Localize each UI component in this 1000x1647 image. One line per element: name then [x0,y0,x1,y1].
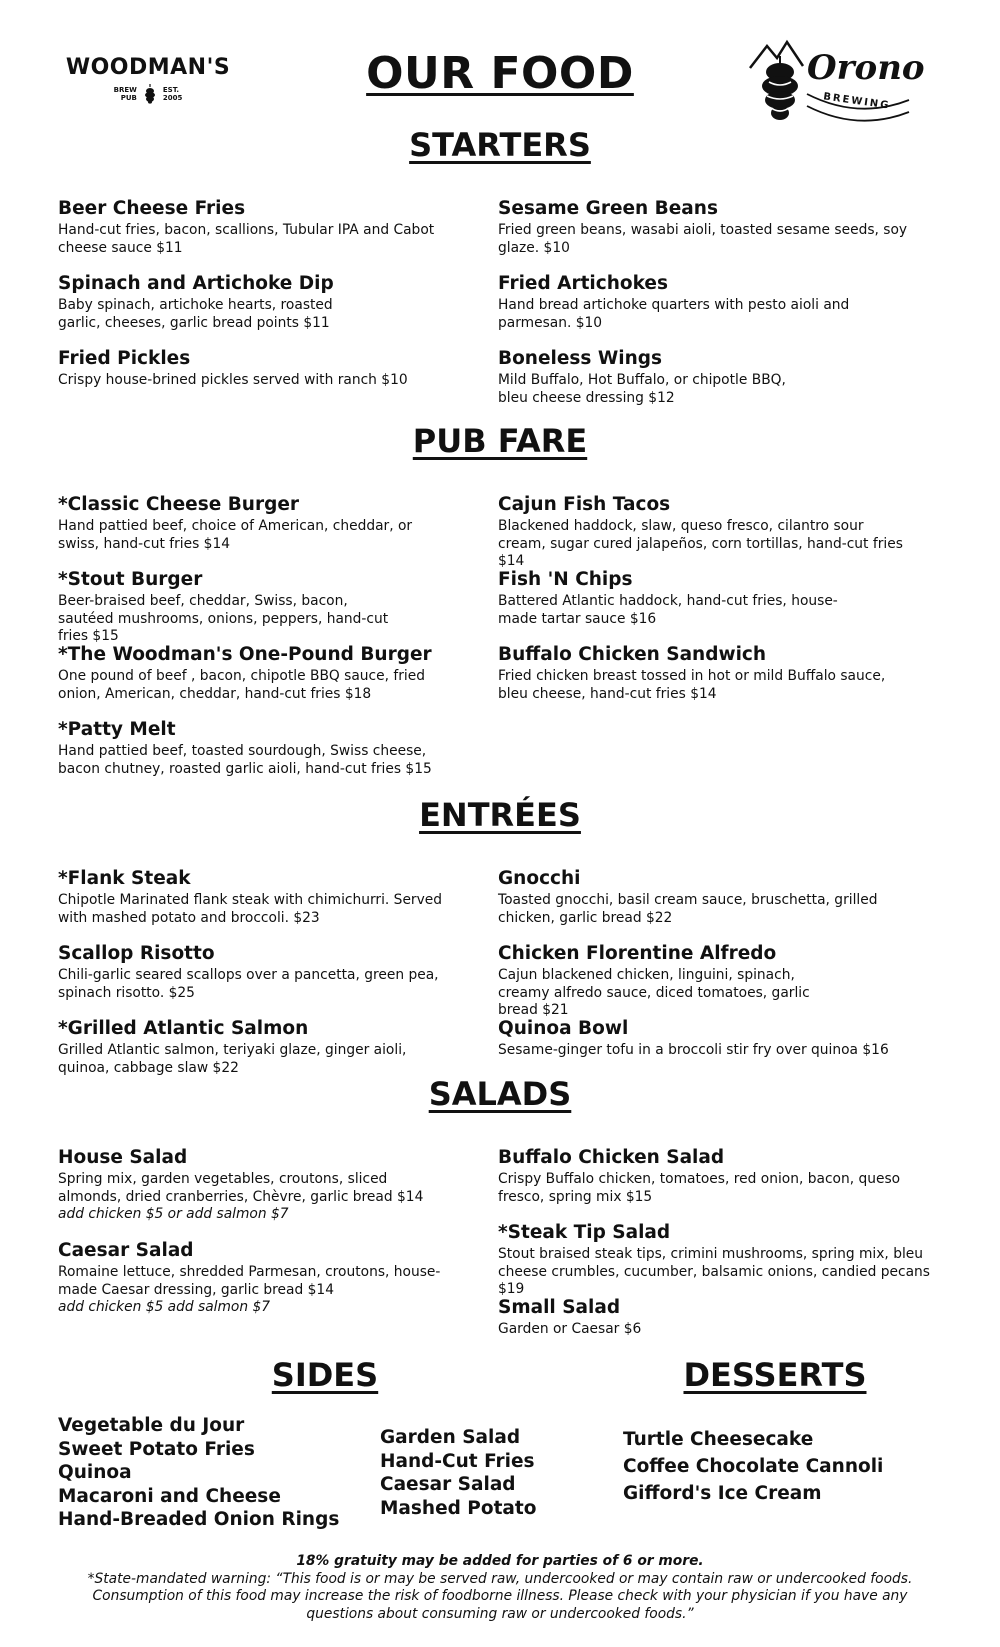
item-name: Small Salad [498,1297,621,1318]
entrees-title: ENTRÉES [419,796,581,834]
menu-item [498,198,908,257]
item-name: Fish 'N Chips [498,569,633,590]
item-name: *Classic Cheese Burger [58,494,299,515]
item-desc: Romaine lettuce, shredded Parmesan, croutons, house-made Caesar dressing, garlic bread $14 [58,1264,441,1298]
item-desc: Toasted gnocchi, basil cream sauce, bruschetta, grilled chicken, garlic bread $22 [498,892,878,926]
menu-item [58,868,458,927]
item-name: *Grilled Atlantic Salmon [58,1018,309,1039]
item-desc: Mild Buffalo, Hot Buffalo, or chipotle BBQ, bleu cheese dressing $12 [498,372,786,406]
menu-item [58,198,468,257]
warning-line: questions about consuming raw or undercooked foods.” [306,1605,694,1622]
menu-item [498,943,838,1020]
menu-item [58,1240,478,1317]
starters-title: STARTERS [409,126,591,164]
side-item: Hand-Breaded Onion Rings [58,1509,340,1530]
item-name: Buffalo Chicken Sandwich [498,644,767,665]
side-item: Quinoa [58,1462,132,1483]
item-name: Cajun Fish Tacos [498,494,671,515]
item-desc: Crispy house-brined pickles served with ranch $10 [58,372,408,388]
item-desc: Cajun blackened chicken, linguini, spinach, creamy alfredo sauce, diced tomatoes, garlic bread $21 [498,967,810,1018]
item-name: Gnocchi [498,868,581,889]
sides-title: SIDES [271,1356,379,1394]
menu-item [498,644,908,703]
salads-title: SALADS [428,1075,572,1113]
item-name: *The Woodman's One-Pound Burger [58,644,432,665]
menu-item [58,348,468,390]
menu-item [58,569,398,646]
menu-item [58,943,468,1002]
item-name: *Patty Melt [58,719,176,740]
item-name: Fried Artichokes [498,273,668,294]
item-desc: Chipotle Marinated flank steak with chimichurri. Served with mashed potato and broccoli. $23 [58,892,443,926]
item-desc: Fried green beans, wasabi aioli, toasted sesame seeds, soy glaze. $10 [498,222,908,256]
side-item: Macaroni and Cheese [58,1485,281,1507]
item-name: Buffalo Chicken Salad [498,1147,725,1168]
logo-brew: BREW [113,86,137,94]
item-name: Chicken Florentine Alfredo [498,943,777,964]
item-name: *Steak Tip Salad [498,1222,671,1243]
item-desc: Beer-braised beef, cheddar, Swiss, bacon, sautéed mushrooms, onions, peppers, hand-cut fries $15 [58,593,389,644]
item-desc: Garden or Caesar $6 [498,1321,642,1337]
item-desc: Stout braised steak tips, crimini mushrooms, spring mix, bleu cheese crumbles, cucumber, balsamic onions, candied pecans $19 [498,1246,930,1297]
warning-line: *State-mandated warning: “This food is or may be served raw, undercooked or may contain raw or undercooked foods. [87,1570,913,1587]
item-desc: One pound of beef , bacon, chipotle BBQ sauce, fried onion, American, cheddar, hand-cut fries $18 [58,668,425,702]
menu-item [58,273,368,332]
menu-item [498,494,908,571]
dessert-item: Turtle Cheesecake [623,1429,814,1450]
item-name: Caesar Salad [58,1240,194,1261]
side-item: Hand-Cut Fries [380,1450,535,1472]
menu-item [58,719,458,778]
item-desc: Baby spinach, artichoke hearts, roasted garlic, cheeses, garlic bread points $11 [58,297,333,331]
menu-item [58,1018,448,1077]
item-name: Sesame Green Beans [498,198,718,219]
logo-year: 2005 [162,94,183,102]
item-desc: Blackened haddock, slaw, queso fresco, cilantro sour cream, sugar cured jalapeños, corn tortillas, hand-cut fries $14 [498,518,903,569]
pub-fare-title: PUB FARE [412,422,588,460]
orono-logo-sub: BREWING [822,91,891,112]
menu-item [498,569,868,628]
item-desc: Crispy Buffalo chicken, tomatoes, red onion, bacon, queso fresco, spring mix $15 [498,1171,901,1205]
menu-item [58,1147,448,1224]
menu-item [498,1222,948,1299]
desserts-list [623,1426,883,1507]
side-item: Mashed Potato [380,1497,537,1519]
item-desc: Hand-cut fries, bacon, scallions, Tubular IPA and Cabot cheese sauce $11 [58,222,435,256]
item-desc: Fried chicken breast tossed in hot or mild Buffalo sauce, bleu cheese, hand-cut fries $14 [498,668,886,702]
logo-est: EST. [162,86,180,94]
page-title: OUR FOOD [366,48,634,99]
side-item: Vegetable du Jour [58,1415,245,1436]
menu-item [498,273,908,332]
item-addon: add chicken $5 add salmon $7 [58,1299,271,1315]
side-item: Garden Salad [380,1427,521,1448]
sides-list-2 [380,1426,536,1520]
item-name: Spinach and Artichoke Dip [58,273,334,294]
orono-logo [745,38,925,128]
item-name: Boneless Wings [498,348,663,369]
item-name: House Salad [58,1147,188,1168]
gratuity-note: 18% gratuity may be added for parties of 6 or more. [296,1553,704,1569]
orono-logo-text: Orono [807,48,925,88]
menu-item [498,1147,908,1206]
woodmans-logo-text: WOODMAN'S [65,55,231,80]
footer [0,1553,1000,1623]
item-desc: Hand pattied beef, choice of American, cheddar, or swiss, hand-cut fries $14 [58,518,413,552]
menu-item [58,644,468,703]
item-desc: Sesame-ginger tofu in a broccoli stir fry over quinoa $16 [498,1042,889,1058]
side-item: Sweet Potato Fries [58,1438,255,1460]
item-name: Quinoa Bowl [498,1018,629,1039]
item-addon: add chicken $5 or add salmon $7 [58,1206,289,1222]
sides-list-1 [58,1414,339,1532]
item-desc: Hand bread artichoke quarters with pesto aioli and parmesan. $10 [498,297,850,331]
item-desc: Spring mix, garden vegetables, croutons, sliced almonds, dried cranberries, Chèvre, garlic bread $14 [58,1171,424,1205]
item-desc: Hand pattied beef, toasted sourdough, Swiss cheese, bacon chutney, roasted garlic aioli, hand-cut fries $15 [58,743,432,777]
menu-item [498,348,788,407]
logo-pub: PUB [120,94,137,102]
item-name: *Flank Steak [58,868,191,889]
menu-item [58,494,438,553]
item-desc: Chili-garlic seared scallops over a pancetta, green pea, spinach risotto. $25 [58,967,439,1001]
dessert-item: Gifford's Ice Cream [623,1483,822,1504]
desserts-title: DESSERTS [683,1356,867,1394]
item-name: Fried Pickles [58,348,191,369]
item-desc: Battered Atlantic haddock, hand-cut fries, house-made tartar sauce $16 [498,593,838,627]
side-item: Caesar Salad [380,1474,516,1495]
dessert-item: Coffee Chocolate Cannoli [623,1456,884,1477]
menu-item [498,1297,908,1339]
item-name: Beer Cheese Fries [58,198,246,219]
item-name: *Stout Burger [58,569,203,590]
menu-item [498,1018,908,1060]
menu-item [498,868,908,927]
item-name: Scallop Risotto [58,943,215,964]
warning-line: Consumption of this food may increase the risk of foodborne illness. Please check with your physician if you have any [92,1588,908,1604]
item-desc: Grilled Atlantic salmon, teriyaki glaze, ginger aioli, quinoa, cabbage slaw $22 [58,1042,407,1076]
